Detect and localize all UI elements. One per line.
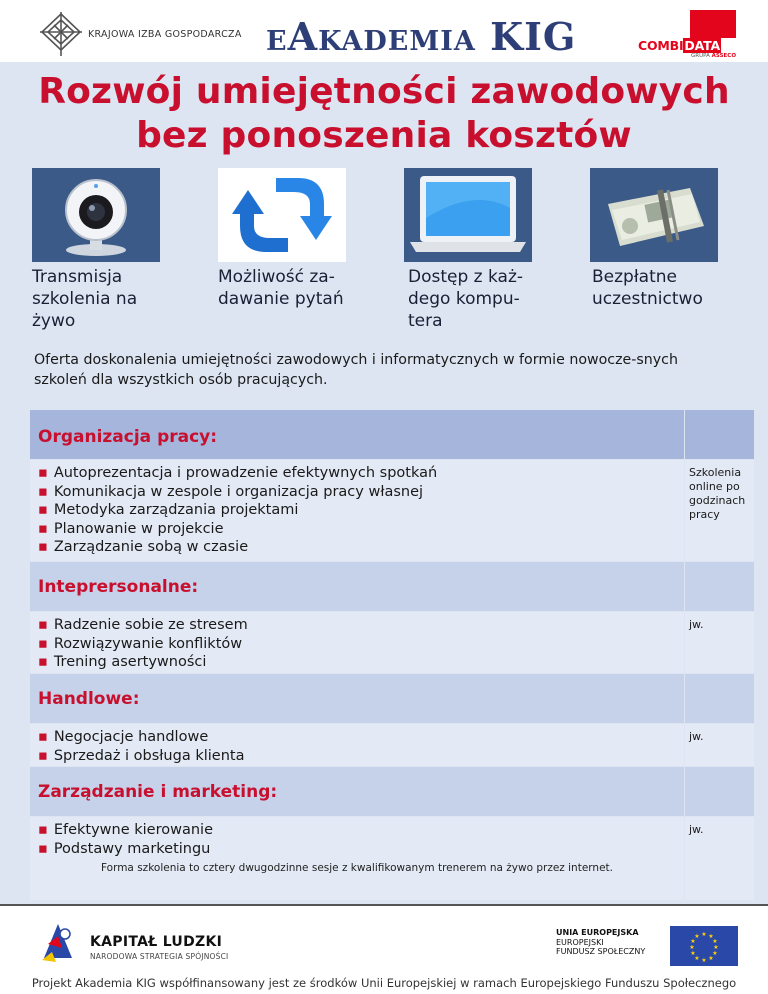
- list-item: ▪ Negocjacje handlowe: [38, 729, 209, 745]
- list-item: ▪ Trening asertywności: [38, 654, 207, 670]
- section-body-organizacja: [30, 460, 754, 561]
- list-item: ▪ Rozwiązywanie konfliktów: [38, 635, 243, 652]
- ue-text: UNIA EUROPEJSKA EUROPEJSKI FUNDUSZ SPOŁECZNY: [556, 928, 646, 956]
- section-body-handlowe: [30, 724, 754, 766]
- section-header-organizacja: Organizacja pracy:: [30, 410, 754, 459]
- money-roll-icon: [590, 168, 718, 262]
- svg-text:★: ★: [694, 955, 700, 962]
- list-item: ▪ Komunikacja w zespole i organizacja pracy własnej: [38, 483, 424, 500]
- intro-text: Oferta doskonalenia umiejętności zawodowych i informatycznych w formie nowocze-snych szkoleń dla wszystkich osób pracujących.: [34, 352, 678, 388]
- list-item: ▪ Zarządzanie sobą w czasie: [38, 539, 249, 555]
- combidata-logo: COMBIDATA GRUPA ASSECO: [638, 10, 736, 58]
- svg-text:★: ★: [690, 938, 696, 945]
- svg-text:★: ★: [701, 931, 707, 938]
- side-note: jw.: [689, 618, 704, 631]
- format-note: Forma szkolenia to cztery dwugodzinne sesje z kwalifikowanym trenerem na żywo przez internet.: [100, 862, 613, 874]
- svg-text:★: ★: [694, 933, 700, 940]
- kig-name: KRAJOWA IZBA GOSPODARCZA: [88, 29, 242, 40]
- svg-text:★: ★: [689, 944, 695, 951]
- side-note: jw.: [689, 823, 704, 836]
- list-item: ▪ Radzenie sobie ze stresem: [38, 617, 248, 633]
- header: [0, 0, 768, 62]
- side-note: Szkolenia online po godzinach pracy: [689, 466, 746, 521]
- section-header-handlowe: Handlowe:: [30, 674, 754, 723]
- footer-text: Projekt Akademia KIG współfinansowany jest ze środków Unii Europejskiej w ramach Europejskiego Funduszu Społecznego: [31, 976, 737, 990]
- side-note: jw.: [689, 730, 704, 743]
- sync-arrows-icon: [218, 168, 346, 262]
- svg-text:★: ★: [708, 955, 714, 962]
- svg-text:★: ★: [701, 957, 707, 964]
- feature-label-computer: Dostęp z każ- dego kompu- tera: [408, 267, 524, 331]
- feature-label-questions: Możliwość za- dawanie pytań: [218, 267, 344, 309]
- feature-label-free: Bezpłatne uczestnictwo: [592, 267, 703, 309]
- svg-text:★: ★: [712, 938, 718, 945]
- kig-logo-icon: [36, 10, 86, 60]
- eu-flag-icon: [670, 926, 738, 966]
- list-item: ▪ Podstawy marketingu: [38, 840, 211, 857]
- list-item: ▪ Efektywne kierowanie: [38, 822, 214, 838]
- webcam-icon: [32, 168, 160, 262]
- section-header-interpersonalne: Inteprersonalne:: [30, 562, 754, 611]
- kapital-ludzki-logo-icon: [38, 914, 78, 966]
- list-item: ▪ Sprzedaż i obsługa klienta: [38, 747, 245, 764]
- section-body-interpersonalne: [30, 612, 754, 673]
- page-title: Rozwój umiejętności zawodowych bez ponoszenia kosztów: [38, 71, 730, 156]
- laptop-icon: [404, 168, 532, 262]
- kl-subtitle: NARODOWA STRATEGIA SPÓJNOŚCI: [90, 952, 229, 961]
- kl-title: KAPITAŁ LUDZKI: [90, 934, 223, 950]
- eakademia-logo: eAkademia KIG: [266, 14, 577, 59]
- feature-label-webcam: Transmisja szkolenia na żywo: [32, 267, 138, 331]
- svg-text:★: ★: [708, 933, 714, 940]
- svg-text:★: ★: [712, 950, 718, 957]
- list-item: ▪ Metodyka zarządzania projektami: [38, 502, 299, 518]
- list-item: ▪ Planowanie w projekcie: [38, 520, 224, 537]
- svg-text:★: ★: [713, 944, 719, 951]
- section-header-zarzadzanie: Zarządzanie i marketing:: [30, 767, 754, 816]
- course-table: [30, 410, 754, 900]
- footer: [0, 904, 768, 994]
- list-item: ▪ Autoprezentacja i prowadzenie efektywnych spotkań: [38, 465, 438, 481]
- svg-text:★: ★: [690, 950, 696, 957]
- section-body-zarzadzanie: [30, 817, 754, 900]
